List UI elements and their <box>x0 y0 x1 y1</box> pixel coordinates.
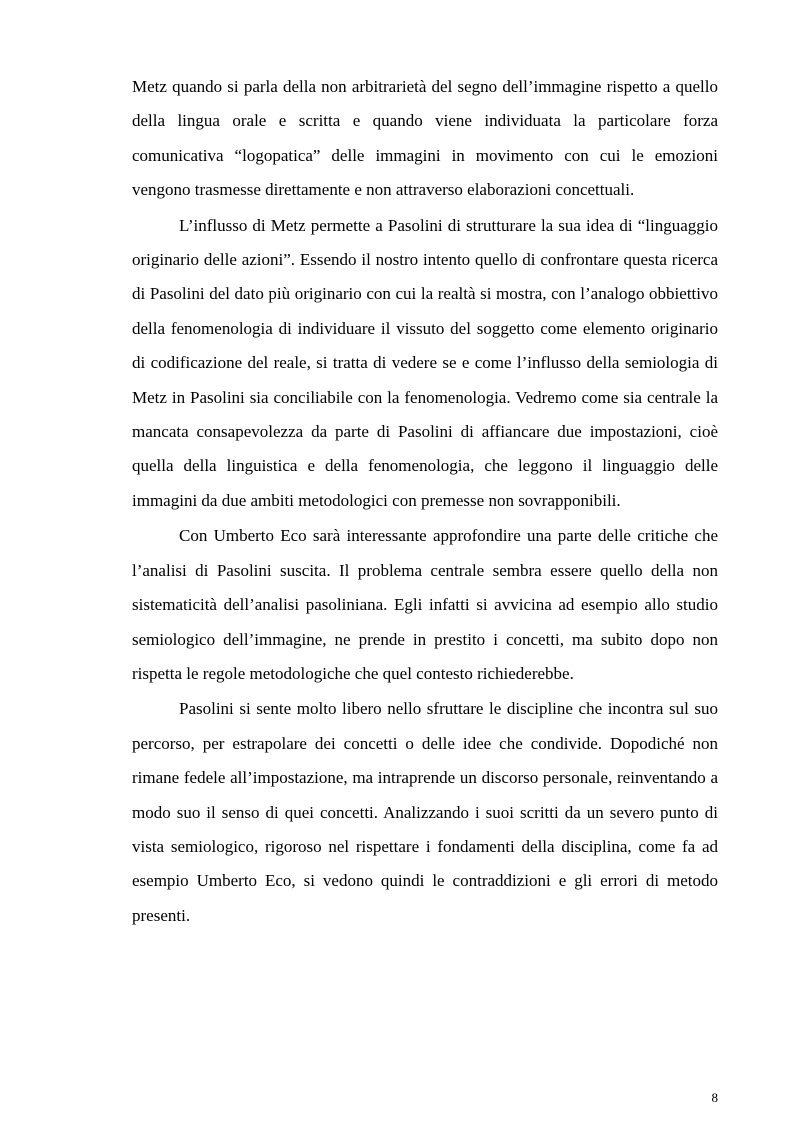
page-body <box>132 70 718 934</box>
paragraph-3: Con Umberto Eco sarà interessante approfondire una parte delle critiche che l’analisi di Pasolini suscita. Il problema centrale sembra essere quello della non sistematicità dell’analisi pasoliniana. Egli infatti si avvicina ad esempio allo studio semiologico dell’immagine, ne prende in prestito i concetti, ma subito dopo non rispetta le regole metodologiche che quel contesto richiederebbe. <box>132 526 718 683</box>
paragraph-2: L’influsso di Metz permette a Pasolini di strutturare la sua idea di “linguaggio originario delle azioni”. Essendo il nostro intento quello di confrontare questa ricerca di Pasolini del dato più originario con cui la realtà si mostra, con l’analogo obbiettivo della fenomenologia di individuare il vissuto del soggetto come elemento originario di codificazione del reale, si tratta di vedere se e come l’influsso della semiologia di Metz in Pasolini sia conciliabile con la fenomenologia. Vedremo come sia centrale la mancata consapevolezza da parte di Pasolini di affiancare due impostazioni, cioè quella della linguistica e della fenomenologia, che leggono il linguaggio delle immagini da due ambiti metodologici con premesse non sovrapponibili. <box>132 215 718 510</box>
paragraph-1: Metz quando si parla della non arbitrarietà del segno dell’immagine rispetto a quello della lingua orale e scritta e quando viene individuata la particolare forza comunicativa “logopatica” delle immagini in movimento con cui le emozioni vengono trasmesse direttamente e non attraverso elaborazioni concettuali. <box>132 77 718 200</box>
page-number: 8 <box>711 1090 718 1105</box>
paragraph-4: Pasolini si sente molto libero nello sfruttare le discipline che incontra sul suo percorso, per estrapolare dei concetti o delle idee che condivide. Dopodiché non rimane fedele all’impostazione, ma intraprende un discorso personale, reinventando a modo suo il senso di quei concetti. Analizzando i suoi scritti da un severo punto di vista semiologico, rigoroso nel rispettare i fondamenti della disciplina, come fa ad esempio Umberto Eco, si vedono quindi le contraddizioni e gli errori di metodo presenti. <box>132 699 718 925</box>
